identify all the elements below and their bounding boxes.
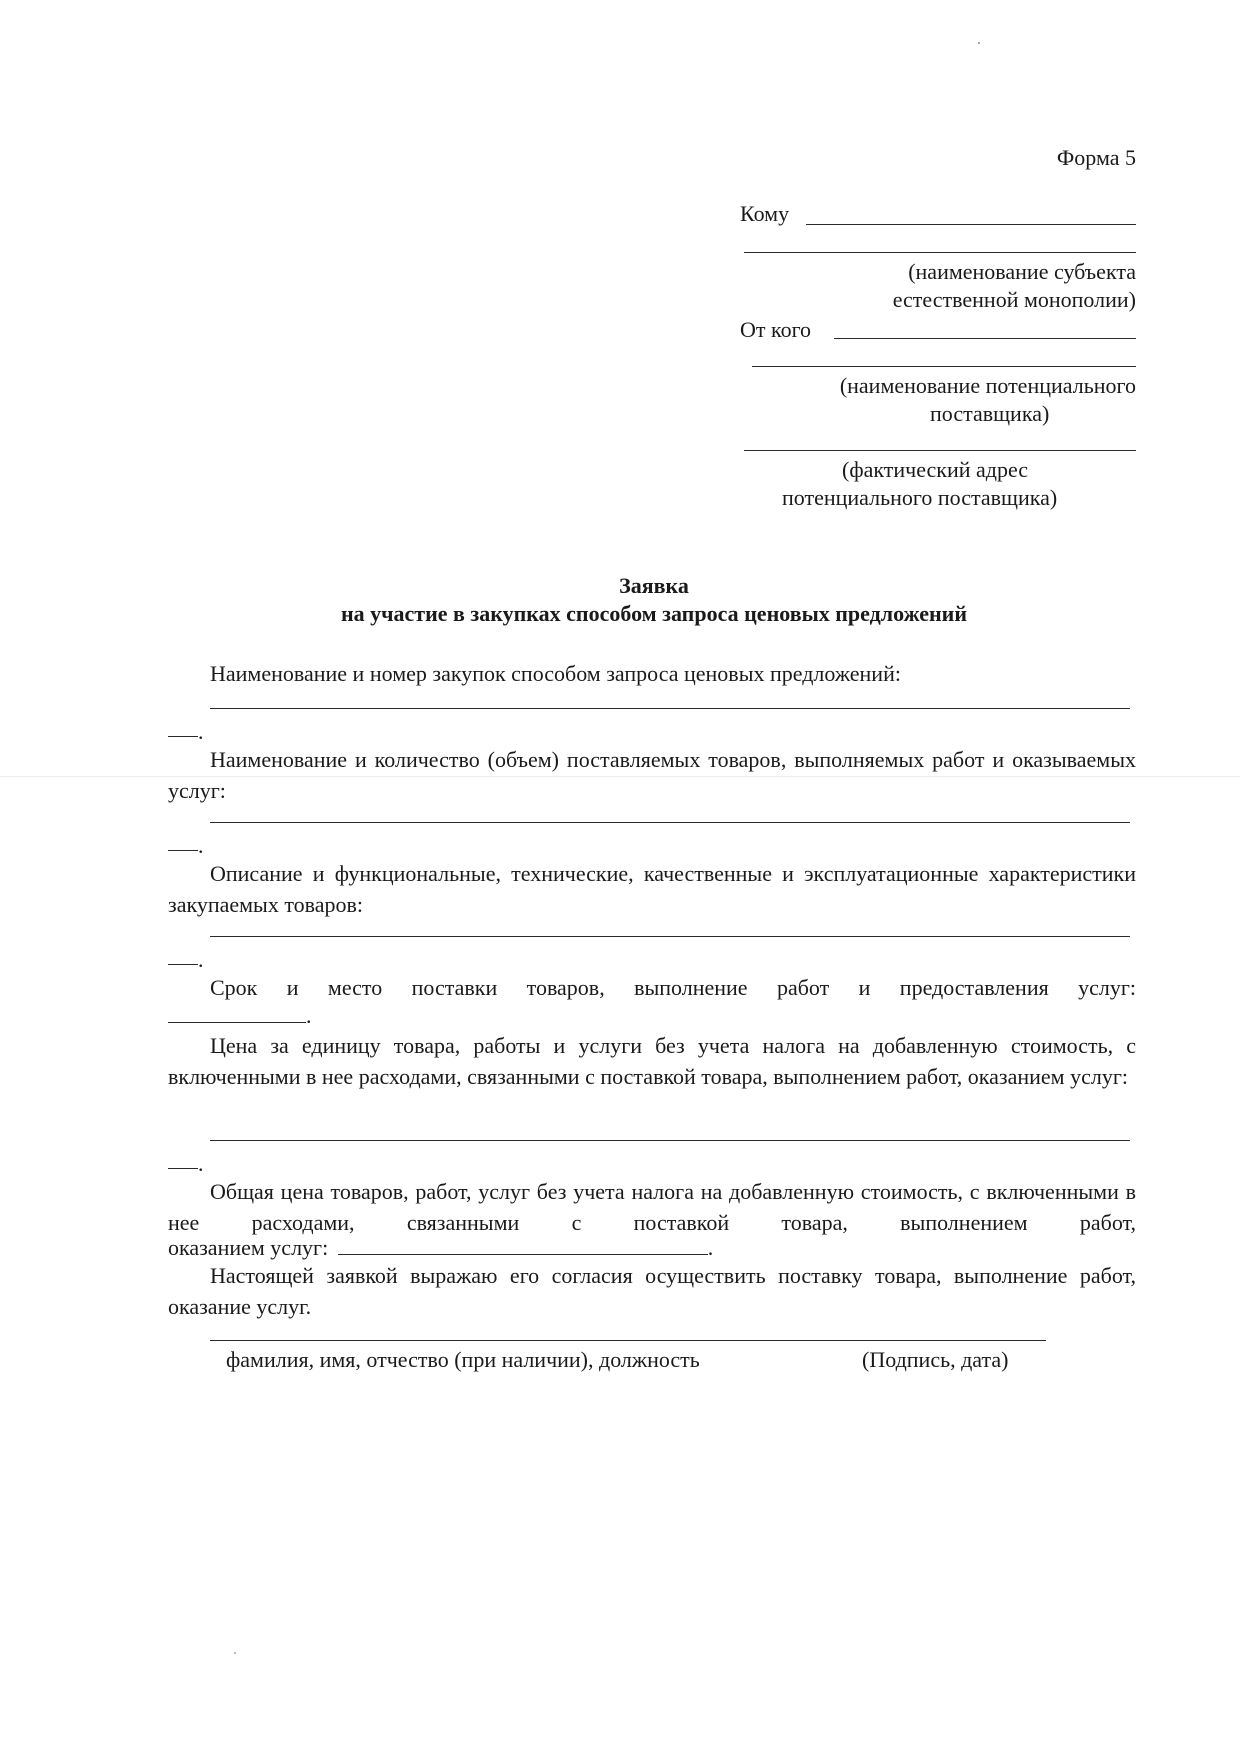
signature-field-line[interactable] (210, 1340, 1046, 1341)
scan-speck (978, 42, 980, 44)
total-price-last-line: оказанием услуг: . (168, 1232, 713, 1263)
delivery-terms-end[interactable]: . (168, 1000, 312, 1031)
to-caption-1: (наименование субъекта (908, 259, 1136, 284)
from-field-line-2[interactable] (752, 366, 1136, 367)
total-price-field[interactable] (338, 1232, 708, 1255)
characteristics-end: . (168, 944, 204, 975)
from-caption-1: (наименование потенциального (839, 373, 1136, 398)
section-unit-price: Цена за единицу товара, работы и услуги без учета налога на добавленную стоимость, с включенными в нее расходами, связанными с поставкой товара, выполнением работ, оказанием услуг: (168, 1033, 1136, 1089)
document-subtitle: на участие в закупках способом запроса ценовых предложений (340, 601, 968, 626)
section-purchase-name: Наименование и номер закупок способом запроса ценовых предложений: (210, 661, 901, 686)
section-characteristics: Описание и функциональные, технические, качественные и эксплуатационные характеристики закупаемых товаров: (168, 861, 1136, 917)
section-total-price: Общая цена товаров, работ, услуг без учета налога на добавленную стоимость, с включенными в нее расходами, связанными с поставкой товара, выполнением работ, (168, 1179, 1136, 1235)
purchase-name-field-line[interactable] (210, 708, 1130, 709)
to-caption-2: естественной монополии) (892, 287, 1136, 312)
from-field-line[interactable] (834, 338, 1136, 339)
from-label: От кого (740, 317, 812, 342)
unit-price-end: . (168, 1148, 204, 1179)
section-goods-quantity: Наименование и количество (объем) поставляемых товаров, выполняемых работ и оказываемых услуг: (168, 747, 1136, 803)
scan-speck (234, 1652, 236, 1654)
section-consent: Настоящей заявкой выражаю его согласия осуществить поставку товара, выполнение работ, оказание услуг. (168, 1263, 1136, 1319)
unit-price-field-line[interactable] (210, 1140, 1130, 1141)
address-field-line[interactable] (744, 450, 1136, 451)
characteristics-field-line[interactable] (210, 936, 1130, 937)
to-field-line[interactable] (806, 224, 1136, 225)
to-label: Кому (740, 201, 790, 226)
address-caption-2: потенциального поставщика) (782, 485, 1058, 510)
total-price-label: оказанием услуг: (168, 1235, 329, 1260)
section-delivery-terms: Срок и место поставки товаров, выполнение работ и предоставления услуг: (210, 975, 1136, 1000)
from-caption-2: поставщика) (930, 401, 1050, 426)
name-position-caption: фамилия, имя, отчество (при наличии), должность (226, 1347, 700, 1372)
form-label: Форма 5 (1056, 145, 1136, 170)
to-field-line-2[interactable] (744, 252, 1136, 253)
document-title: Заявка (619, 573, 689, 598)
signature-date-caption: (Подпись, дата) (862, 1347, 1009, 1372)
purchase-name-end: . (168, 716, 204, 747)
goods-quantity-end: . (168, 830, 204, 861)
address-caption-1: (фактический адрес (842, 457, 1029, 482)
goods-quantity-field-line[interactable] (210, 822, 1130, 823)
